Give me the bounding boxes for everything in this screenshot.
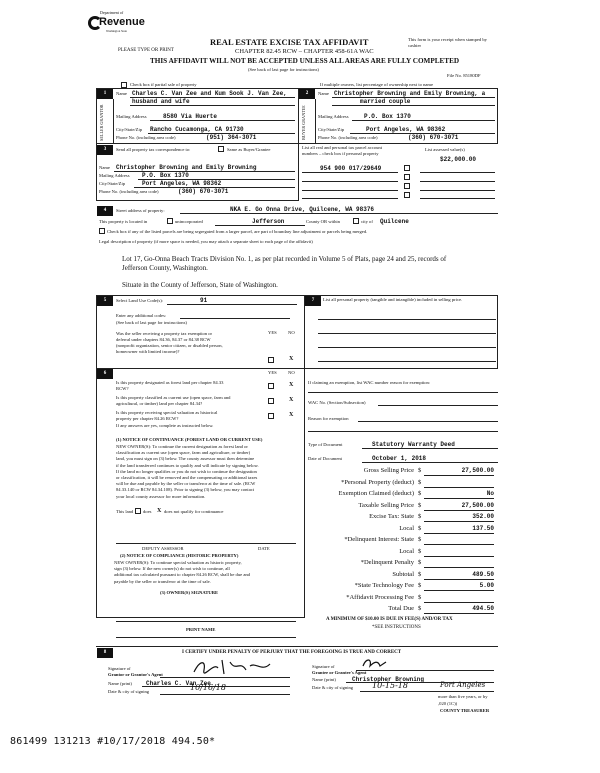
partial-sale-label: Check box if partial sale of property xyxy=(130,82,197,87)
tax-row-underline xyxy=(424,579,494,580)
tax-row-label: Subtotal xyxy=(392,570,414,578)
grantee-signature-label1: Signature of xyxy=(312,664,335,669)
tax-row-dollar: $ xyxy=(418,501,422,509)
exempt-question-line2: deferral under chapters 84.36, 84.37 or 84.38 RCW xyxy=(116,337,211,342)
tax-row-dollar: $ xyxy=(418,547,422,555)
buyer-city[interactable]: Port Angeles, WA 98362 xyxy=(366,126,446,133)
tax-row-label: Gross Selling Price xyxy=(363,467,414,474)
land-use-block-number: 5 xyxy=(97,296,113,306)
forest-q1-no-mark[interactable]: X xyxy=(289,382,294,388)
land-use-label: Select Land Use Code(s): xyxy=(116,298,164,303)
tax-row-underline xyxy=(424,544,494,545)
located-in-label: This property is located in xyxy=(99,219,148,224)
notice-line: or classification, it will be removed and the compensating or additional taxes xyxy=(116,475,258,481)
tax-row-underline xyxy=(424,498,494,499)
notice1-title: (1) NOTICE OF CONTINUANCE (FOREST LAND OR CURRENT USE) xyxy=(116,437,263,442)
type-or-print-note: PLEASE TYPE OR PRINT xyxy=(118,48,174,53)
document-date-value[interactable]: October 1, 2018 xyxy=(372,455,427,462)
tax-row-value[interactable]: 27,500.00 xyxy=(461,501,494,509)
tax-row-dollar: $ xyxy=(418,536,422,543)
notice2-title: (2) NOTICE OF COMPLIANCE (HISTORIC PROPERTY) xyxy=(120,553,239,558)
grantor-date[interactable]: 10/16/18 xyxy=(190,683,226,692)
corr-phone[interactable]: (360) 670-3071 xyxy=(178,188,229,195)
tax-row-dollar: $ xyxy=(418,559,422,566)
notice-line: payable by the seller or transferor at the time of sale. xyxy=(114,578,211,584)
exempt-question-line3: (nonprofit organization, senior citizen, or disabled person, xyxy=(116,343,223,348)
segregation-checkbox[interactable] xyxy=(99,228,105,234)
legal-description-line1: Lot 17, Go-Onna Beach Tracts Division No. 1, as per plat recorded in Volume 5 of Plats, page 24 and 25, records of xyxy=(122,255,447,263)
exemption-claim-label: If claiming an exemption, list WAC number reason for exemption: xyxy=(308,380,431,385)
buyer-phone-label: Phone No. (including area code) xyxy=(318,135,378,140)
tax-row-dollar: $ xyxy=(418,605,422,612)
corr-city-label: City/State/Zip xyxy=(99,181,126,186)
parcel-header-line1: List all real and personal tax parcel account xyxy=(302,145,382,150)
tax-row-value[interactable]: 137.50 xyxy=(472,524,494,532)
chapter-line: CHAPTER 82.45 RCW – CHAPTER 458-61A WAC xyxy=(235,48,374,55)
street-address[interactable]: NKA E. Go Onna Drive, Quilcene, WA 98376 xyxy=(230,206,375,213)
receipt-note: This form is your receipt when stamped by cashier xyxy=(408,37,487,48)
seller-side-label: SELLER GRANTOR xyxy=(99,104,104,142)
grantee-date-label: Date & city of signing xyxy=(312,685,354,690)
tax-row-value[interactable]: No xyxy=(486,490,494,497)
forest-q3-line2: property per chapter 84.26 RCW? xyxy=(116,416,179,421)
notice-line: classification as current use (open space, farm and agriculture, or timber) xyxy=(116,450,251,456)
logo-word: Revenue xyxy=(99,16,145,28)
land-does-label: does xyxy=(143,509,152,514)
forest-q3-line1: Is this property receiving special valuation as historical xyxy=(116,410,218,415)
tax-row-label: *State Technology Fee xyxy=(354,582,414,589)
tax-row-label: Local xyxy=(399,524,414,532)
forest-no-header: NO xyxy=(288,370,295,375)
corr-name[interactable]: Christopher Browning and Emily Browning xyxy=(116,164,257,171)
city-of-label: city of xyxy=(361,219,373,224)
land-does-not-label: does not qualify for continuance xyxy=(164,509,224,514)
print-name-label: PRINT NAME xyxy=(186,627,216,632)
see-back-note: (See back of last page for instructions) xyxy=(248,67,319,72)
exempt-question-line4: homeowner with limited income)? xyxy=(116,349,180,354)
seller-block-number: 1 xyxy=(97,89,113,99)
notice-line: 84.33.140 or RCW 84.34.108). Prior to signing (3) below, you may contact xyxy=(116,487,255,493)
tax-row-label: Taxable Selling Price xyxy=(358,501,414,509)
forest-q2-line2: agricultural, or timber) land per chapter 84.34? xyxy=(116,401,203,406)
tax-row-underline xyxy=(424,533,494,534)
notice-line: If the land no longer qualifies or you do not wish to continue the designation xyxy=(116,468,257,474)
county-value[interactable]: Jefferson xyxy=(252,218,285,225)
notice1-body xyxy=(116,444,302,500)
segregation-note: Check box if any of the listed parcels are being segregated from a larger parcel, are part of boundary line adjustment or parcels being merged. xyxy=(107,229,368,234)
parcel-header-line2: numbers – check box if personal property xyxy=(302,151,379,156)
notice-line: will be due and payable by the seller or transferor at the time of sale. (RCW xyxy=(116,481,256,487)
forest-yes-header: YES xyxy=(268,370,277,375)
tax-row-underline xyxy=(424,613,494,614)
seller-mailing-label: Mailing Address xyxy=(116,114,147,119)
grantor-date-label: Date & city of signing xyxy=(108,689,150,694)
notice-line: land, you must sign on (3) below. The county assessor must then determine xyxy=(116,456,255,462)
same-as-buyer-checkbox[interactable] xyxy=(218,146,224,152)
tax-row-value[interactable]: 494.50 xyxy=(472,605,494,612)
parcel-3-checkbox[interactable] xyxy=(404,183,410,189)
owner-signature-label: (3) OWNER(S) SIGNATURE xyxy=(160,590,219,595)
buyer-side-label: BUYER GRANTEE xyxy=(301,105,306,141)
grantee-name-label: Name (print) xyxy=(312,677,336,682)
city-of-checkbox[interactable] xyxy=(353,218,359,224)
grantee-signature-label2: Grantee or Grantee's Agent xyxy=(312,670,367,675)
county-treasurer-label: COUNTY TREASURER xyxy=(440,708,490,713)
exempt-question-line1: Was the seller receiving a property tax exemption or xyxy=(116,331,213,336)
tax-row-dollar: $ xyxy=(418,524,422,532)
tax-row-underline xyxy=(424,487,494,488)
land-use-no-header: NO xyxy=(288,330,295,335)
logo-department-line: Department of xyxy=(100,10,124,15)
buyer-block-number: 2 xyxy=(299,89,315,99)
more-than-note: more than five years, or by xyxy=(438,694,488,699)
tax-row-value[interactable]: 5.00 xyxy=(479,582,494,589)
legal-description-label: Legal description of property (if more space is needed, you may attach a separate sheet to each page of the affidavit) xyxy=(99,239,313,244)
this-land-label: This land xyxy=(116,509,134,514)
unincorporated-checkbox[interactable] xyxy=(167,218,173,224)
forest-q2-line1: Is this property classified as current use (open space, farm and xyxy=(116,395,231,400)
grantee-city[interactable]: Port Angeles xyxy=(440,681,486,689)
seller-name-line2[interactable]: husband and wife xyxy=(132,98,190,105)
reason-label: Reason for exemption xyxy=(308,416,349,421)
grantor-signature-label2: Grantor or Grantor's Agent xyxy=(108,672,163,677)
corr-phone-label: Phone No. (including area code) xyxy=(99,189,159,194)
additional-codes-label: Enter any additional codes: xyxy=(116,313,167,318)
tax-row-underline xyxy=(424,567,494,568)
forest-q2-no-mark[interactable]: X xyxy=(289,397,294,403)
tax-row-underline xyxy=(424,521,494,522)
grantor-signature[interactable] xyxy=(190,656,280,678)
buyer-city-label: City/State/Zip xyxy=(318,127,345,132)
grantor-name[interactable]: Charles C. Van Zee xyxy=(146,680,211,687)
seller-city-label: City/State/Zip xyxy=(116,127,143,132)
tax-row-label: Total Due xyxy=(388,605,414,612)
buyer-mailing[interactable]: P.O. Box 1370 xyxy=(364,113,411,120)
personal-property-section xyxy=(304,295,498,369)
tax-row-label: *Affidavit Processing Fee xyxy=(346,593,414,601)
tax-row-dollar: $ xyxy=(418,593,422,601)
form-title: REAL ESTATE EXCISE TAX AFFIDAVIT xyxy=(210,37,369,47)
corr-name-label: Name xyxy=(99,165,110,170)
correspondence-label: Send all property tax correspondence to: xyxy=(116,147,191,152)
buyer-name-line2[interactable]: married couple xyxy=(360,98,411,105)
logo-state-line: Washington State xyxy=(106,29,128,33)
grantor-name-label: Name (print) xyxy=(108,681,132,686)
street-label: Street address of property: xyxy=(116,208,165,213)
county-or-within-label: County OR within xyxy=(306,219,340,224)
department-logo xyxy=(88,10,148,44)
parcel-1-checkbox[interactable] xyxy=(404,165,410,171)
file-number: File No. 85180DF xyxy=(447,73,481,78)
land-does-checkbox[interactable] xyxy=(135,508,141,514)
grantor-signature-label1: Signature of xyxy=(108,666,131,671)
forest-q2-yes-checkbox[interactable] xyxy=(268,398,274,404)
unincorporated-label: unincorporated xyxy=(175,219,203,224)
corr-city[interactable]: Port Angeles, WA 98362 xyxy=(142,180,222,187)
if-yes-note: If any answers are yes, complete as instructed below. xyxy=(116,423,214,428)
land-does-not-mark[interactable]: X xyxy=(157,508,162,514)
tax-row-label: Excise Tax: State xyxy=(369,513,414,520)
corr-mailing[interactable]: P.O. Box 1370 xyxy=(142,172,189,179)
fine-note: ,020 (1C)) xyxy=(438,701,458,706)
tax-row-value[interactable]: 489.50 xyxy=(472,570,494,578)
tax-row-underline xyxy=(424,475,494,476)
notice-line: NEW OWNER(S): To continue the current designation as forest land or xyxy=(116,444,248,449)
situate-line: Situate in the County of Jefferson, State of Washington. xyxy=(122,281,278,289)
assessed-header: List assessed value(s) xyxy=(425,147,465,152)
city-value[interactable]: Quilcene xyxy=(380,218,409,225)
warning-line: THIS AFFIDAVIT WILL NOT BE ACCEPTED UNLESS ALL AREAS ARE FULLY COMPLETED xyxy=(150,57,460,65)
wac-label: WAC No. (Section/Subsection) xyxy=(308,400,366,405)
seller-name-line1[interactable]: Charles C. Van Zee and Kum Sook J. Van Zee, xyxy=(132,90,287,97)
tax-row-dollar: $ xyxy=(418,513,422,520)
forest-q3-yes-checkbox[interactable] xyxy=(268,413,274,419)
document-type-label: Type of Document xyxy=(308,442,343,447)
seller-phone-label: Phone No. (including area code) xyxy=(116,135,176,140)
notice-line: your local county assessor for more information. xyxy=(116,493,206,499)
deputy-assessor-label: DEPUTY ASSESSOR xyxy=(142,546,184,551)
tax-row-label: Exemption Claimed (deduct) xyxy=(338,490,414,497)
grantee-date[interactable]: 10-15-18 xyxy=(372,681,408,690)
land-use-code[interactable]: 91 xyxy=(200,297,208,304)
seller-mailing[interactable]: 8580 Via Huerte xyxy=(163,113,218,120)
grantee-signature[interactable] xyxy=(360,656,400,670)
notice-line: NEW OWNER(S): To continue special valuation as historic property, xyxy=(114,560,242,565)
tax-row-label: *Delinquent Penalty xyxy=(360,559,414,566)
seller-name-label: Name xyxy=(116,91,127,96)
tax-row-dollar: $ xyxy=(418,490,422,497)
tax-row-underline xyxy=(424,510,494,511)
tax-row-dollar: $ xyxy=(418,478,422,486)
forest-block-number: 6 xyxy=(97,369,113,379)
additional-codes-note: (See back of last page for instructions) xyxy=(116,320,187,325)
personal-property-block-number: 7 xyxy=(305,296,321,306)
grantee-signature-scribble-icon xyxy=(360,656,400,670)
legal-description-line2: Jefferson County, Washington. xyxy=(122,264,208,272)
receipt-stamp: 861499 131213 #10/17/2018 494.50* xyxy=(10,736,216,747)
tax-row-underline xyxy=(424,602,494,603)
tax-row-label: Local xyxy=(399,547,414,555)
buyer-name-label: Name xyxy=(318,91,329,96)
document-date-label: Date of Document xyxy=(308,456,342,461)
grantee-name[interactable]: Christopher Browning xyxy=(352,676,425,683)
assessor-date-label: DATE xyxy=(258,546,270,551)
buyer-mailing-label: Mailing Address xyxy=(318,114,349,119)
tax-row-dollar: $ xyxy=(418,570,422,578)
exempt-yes-checkbox[interactable] xyxy=(268,357,274,363)
forest-q1-yes-checkbox[interactable] xyxy=(268,383,274,389)
see-instructions-note: *SEE INSTRUCTIONS xyxy=(372,625,421,630)
forest-q3-no-mark[interactable]: X xyxy=(289,412,294,418)
tax-row-dollar: $ xyxy=(418,467,422,474)
seller-city[interactable]: Rancho Cucamonga, CA 91730 xyxy=(150,126,244,133)
forest-q1-line1: Is this property designated as forest land per chapter 84.33 xyxy=(116,380,224,385)
certify-title: I CERTIFY UNDER PENALTY OF PERJURY THAT THE FOREGOING IS TRUE AND CORRECT xyxy=(182,650,402,655)
grantor-signature-scribble-icon xyxy=(190,656,280,678)
parcel-2-checkbox[interactable] xyxy=(404,174,410,180)
notice-line: additional tax calculated pursuant to chapter 84.26 RCW, shall be due and xyxy=(114,572,250,578)
forest-q1-line2: RCW? xyxy=(116,386,129,391)
tax-row-dollar: $ xyxy=(418,582,422,589)
parcel-number[interactable]: 954 900 017/29649 xyxy=(320,165,382,172)
same-as-buyer-label: Same as Buyer/Grantee xyxy=(227,147,271,152)
land-use-yes-header: YES xyxy=(268,330,277,335)
tax-row-value[interactable]: 27,500.00 xyxy=(461,467,494,474)
exempt-no-mark[interactable]: X xyxy=(289,356,294,362)
notice2-body xyxy=(114,560,302,585)
notice-line: if the land transferred continues to qualify and will indicate by signing below. xyxy=(116,462,259,468)
certify-block-number: 8 xyxy=(97,648,113,658)
tax-row-label: *Delinquent Interest: State xyxy=(344,536,414,543)
buyer-name-line1[interactable]: Christopher Browning and Emily Browning, a xyxy=(334,90,486,97)
notice-line: sign (3) below. If the new owner(s) do not wish to continue, all xyxy=(114,566,230,572)
tax-row-underline xyxy=(424,556,494,557)
document-type-value[interactable]: Statutory Warranty Deed xyxy=(372,441,455,448)
tax-row-label: *Personal Property (deduct) xyxy=(341,478,414,486)
corr-mailing-label: Mailing Address xyxy=(99,173,130,178)
multiple-owners-note: If multiple owners, list percentage of ownership next to name xyxy=(320,82,434,87)
street-block-number: 4 xyxy=(97,206,113,216)
assessed-value[interactable]: $22,000.00 xyxy=(440,156,477,163)
minimum-fee-note: A MINIMUM OF $10.00 IS DUE IN FEE(S) AND/OR TAX xyxy=(326,617,453,622)
correspondence-block-number: 3 xyxy=(97,145,113,155)
tax-row-value[interactable]: 352.00 xyxy=(472,513,494,520)
tax-row-underline xyxy=(424,590,494,591)
buyer-phone[interactable]: (360) 670-3071 xyxy=(408,134,459,141)
seller-phone[interactable]: (951) 364-3071 xyxy=(206,134,257,141)
personal-property-label: List all personal property (tangible and intangible) included in selling price. xyxy=(323,297,463,302)
parcel-4-checkbox[interactable] xyxy=(404,192,410,198)
